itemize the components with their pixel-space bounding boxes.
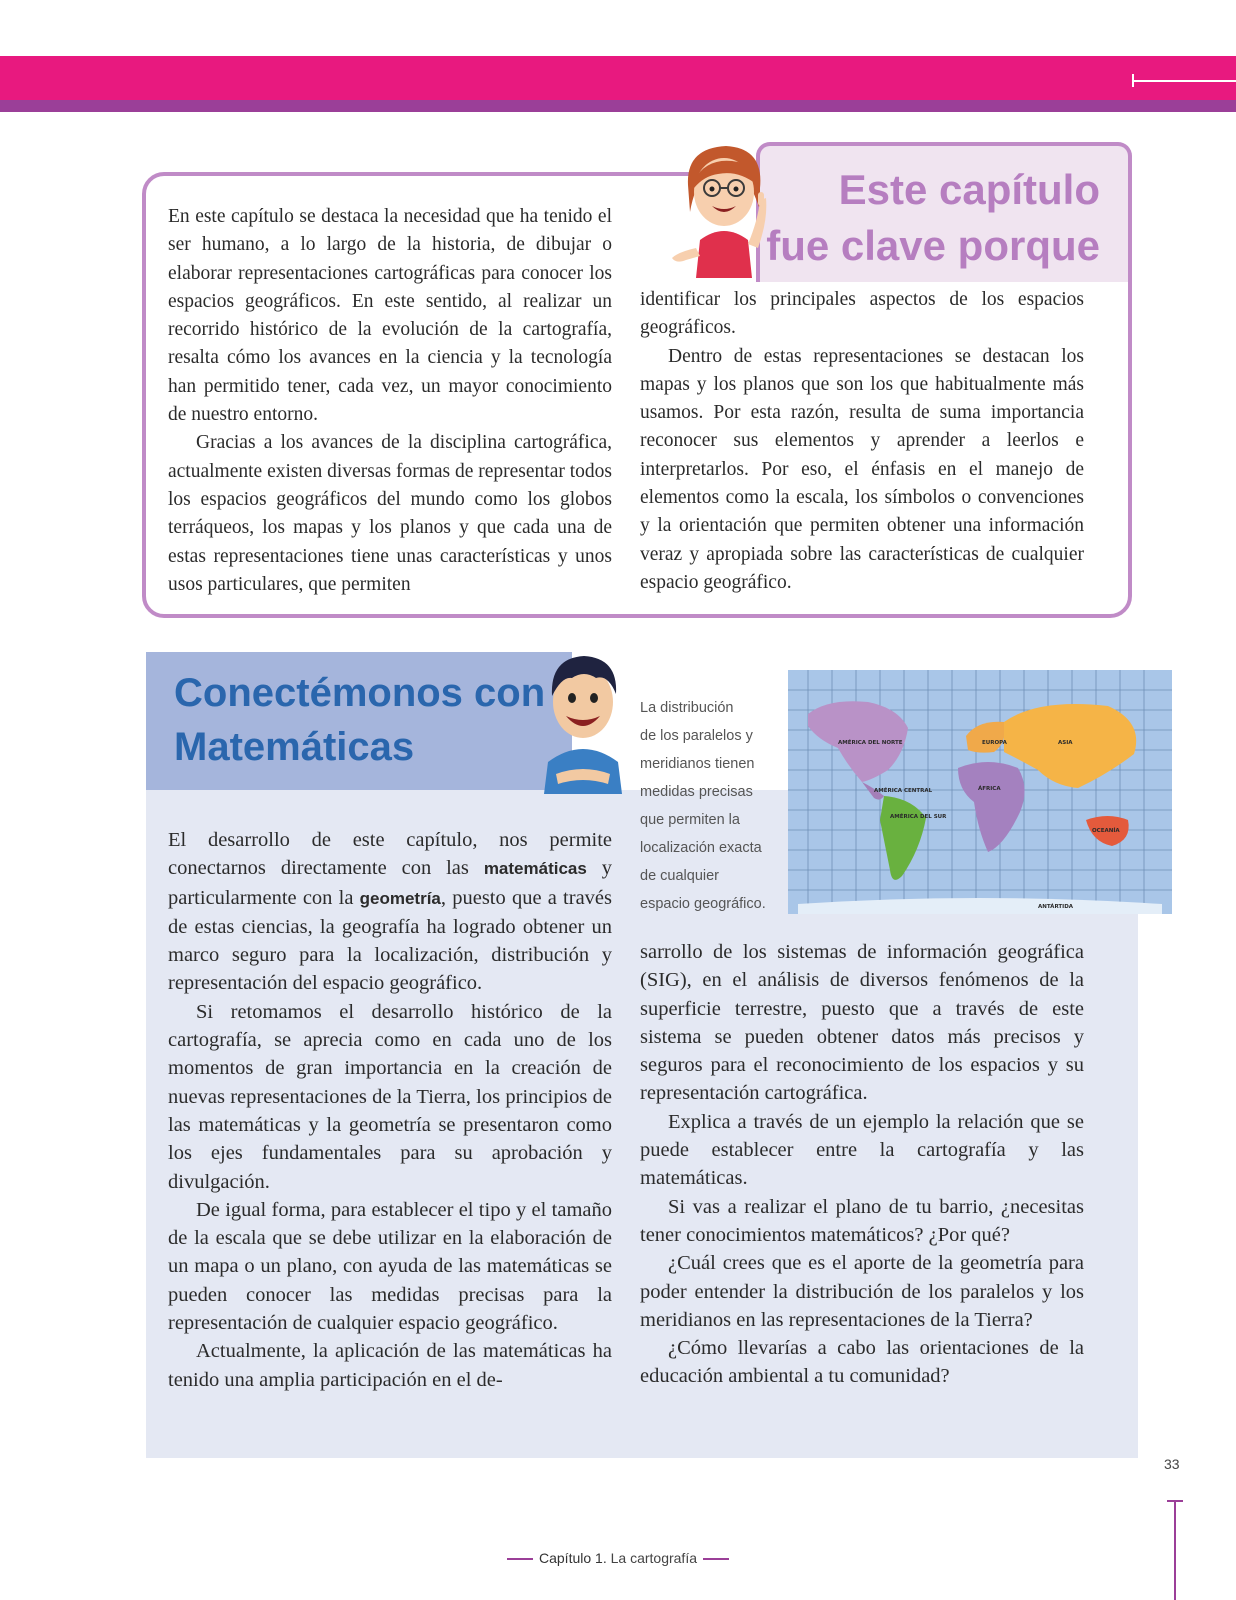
text-run: , puesto que a través de estas ciencias, la geografía ha logrado obtener un marco seguro para la localización, distribución y representación del espacio geográfico. — [168, 886, 612, 995]
caption-line: localización exacta — [640, 840, 762, 856]
question-paragraph: Si vas a realizar el plano de tu barrio, ¿necesitas tener conocimientos matemáticos? ¿Por qué? — [640, 1195, 1084, 1246]
title-line-1: Conectémonos con — [174, 671, 546, 715]
map-label-central-america: AMÉRICA CENTRAL — [874, 788, 933, 794]
girl-teacher-illustration — [668, 140, 778, 280]
connect-left-column — [168, 826, 612, 1394]
footer-chapter-label: Capítulo 1. — [539, 1550, 607, 1566]
map-label-south-america: AMÉRICA DEL SUR — [890, 814, 947, 820]
text-run: El desarrollo de este capítulo, nos permite conectarnos directamente con las — [168, 829, 612, 880]
caption-line: que permiten la — [640, 812, 740, 828]
header-rule — [1132, 80, 1236, 82]
footer-rule-left — [507, 1558, 533, 1560]
boy-student-illustration — [536, 644, 630, 794]
header-rule-tick — [1132, 74, 1134, 87]
paragraph: sarrollo de los sistemas de información geográfica (SIG), en el análisis de diversos fenómenos de la superficie terrestre, puesto que a través de este sistema se pueden obtener datos más precisos y seguros para el reconocimiento de los espacios y su representación cartográfica. — [640, 941, 1084, 1105]
footer-chapter-name: La cartografía — [610, 1550, 697, 1566]
map-label-antarctica: ANTÁRTIDA — [1038, 904, 1074, 910]
paragraph: Dentro de estas representaciones se destacan los mapas y los planos que son los que habitualmente más usamos. Por esta razón, resulta de suma importancia reconocer sus elementos y aprender a leerlos e interpretarlos. Por eso, el énfasis en el manejo de elementos como la escala, los símbolos o convenciones y la orientación que permiten obtener una información veraz y apropiada sobre las características de cualquier espacio geográfico. — [640, 345, 1084, 593]
connect-title — [174, 666, 545, 774]
question-paragraph: Explica a través de un ejemplo la relación que se puede establecer entre la cartografía y las matemáticas. — [640, 1110, 1084, 1190]
world-map-image — [788, 670, 1172, 914]
paragraph: identificar los principales aspectos de los espacios geográficos. — [640, 289, 1084, 339]
chapter-summary-right-column — [640, 286, 1084, 597]
map-label-oceania: OCEANÍA — [1092, 828, 1120, 834]
running-footer — [0, 1550, 1236, 1566]
paragraph: Gracias a los avances de la disciplina cartográfica, actualmente existen diversas formas de representar todos los espacios geográficos del mundo como los globos terráqueos, los mapas y los planos y que cada una de estas representaciones tiene unas características y unos usos particulares, que permiten — [168, 432, 612, 595]
chapter-summary-title — [766, 162, 1100, 274]
connect-right-column — [640, 938, 1084, 1391]
map-caption — [640, 694, 780, 918]
chapter-summary-title-box — [756, 142, 1132, 282]
caption-line: meridianos tienen — [640, 756, 755, 772]
map-label-asia: ASIA — [1058, 740, 1073, 746]
caption-line: de cualquier — [640, 868, 719, 884]
map-label-europe: EUROPA — [982, 740, 1007, 746]
title-line-2: Matemáticas — [174, 725, 415, 769]
text-run: y particularmente con la — [168, 857, 612, 909]
paragraph — [168, 826, 612, 998]
question-paragraph: ¿Cuál crees que es el aporte de la geometría para poder entender la distribución de los paralelos y los meridianos en las representaciones de la Tierra? — [640, 1252, 1084, 1331]
title-line-1: Este capítulo — [838, 166, 1100, 213]
paragraph: De igual forma, para establecer el tipo y el tamaño de la escala que se debe utilizar en la elaboración de un mapa o un plano, con ayuda de las matemáticas se pueden conocer las medidas precisas para la representación de cualquier espacio geográfico. — [168, 1198, 612, 1335]
footer-rule-right — [703, 1558, 729, 1560]
header-band-secondary — [0, 100, 1236, 112]
chapter-summary-left-column — [168, 203, 612, 599]
paragraph: Si retomamos el desarrollo histórico de la cartografía, se aprecia como en cada uno de los momentos de gran importancia en la creación de nuevas representaciones de la Tierra, los principios de las matemáticas y la geometría se presentaron como los ejes fundamentales para su aprobación y divulgación. — [168, 1000, 612, 1193]
map-label-africa: ÁFRICA — [978, 786, 1001, 792]
caption-line: de los paralelos y — [640, 728, 753, 744]
header-band — [0, 56, 1236, 100]
title-line-2: fue clave porque — [766, 222, 1100, 269]
emphasis-geometria: geometría — [359, 888, 441, 908]
caption-line: La distribución — [640, 700, 734, 716]
paragraph: En este capítulo se destaca la necesidad que ha tenido el ser humano, a lo largo de la historia, de dibujar o elaborar representaciones cartográficas para conocer los espacios geográficos. En este sentido, al realizar un recorrido histórico de la evolución de la cartografía, resalta cómo los avances en la ciencia y la tecnología han permitido tener, cada vez, un mayor conocimiento de nuestro entorno. — [168, 206, 612, 426]
map-label-north-america: AMÉRICA DEL NORTE — [838, 740, 903, 746]
caption-line: medidas precisas — [640, 784, 753, 800]
paragraph: Actualmente, la aplicación de las matemáticas ha tenido una amplia participación en el de- — [168, 1340, 612, 1391]
page-number: 33 — [1164, 1456, 1180, 1472]
emphasis-matematicas: matemáticas — [483, 859, 587, 879]
caption-line: espacio geográfico. — [640, 896, 766, 912]
connect-title-box — [146, 652, 572, 790]
question-paragraph: ¿Cómo llevarías a cabo las orientaciones de la educación ambiental a tu comunidad? — [640, 1337, 1084, 1388]
